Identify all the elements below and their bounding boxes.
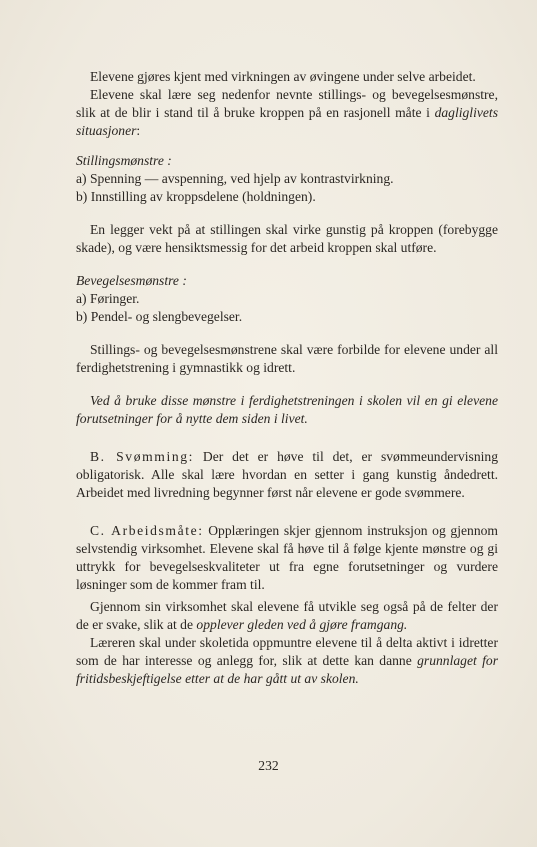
body-text (76, 68, 498, 688)
heading-bevegelsesmonstre: Bevegelsesmønstre : (76, 273, 187, 288)
paragraph-forbilde: Stillings- og bevegelsesmønstrene skal være forbilde for elevene under all ferdighetstrening i gymnastikk og idrett. (76, 342, 498, 375)
list-item-pendel: b) Pendel- og slengbevegelser. (76, 309, 243, 324)
emphasis-text: grunnlaget for fritidsbeskjeftigelse etter at de har gått ut av skolen. (76, 653, 498, 686)
section-b-svomming (76, 448, 498, 502)
emphasis-text: opplever gleden ved å gjøre framgang. (196, 617, 408, 632)
section-b-label: B. Svømming: (90, 449, 194, 464)
paragraph-virksomhet (76, 598, 498, 634)
emphasis-text: dagliglivets situasjoner (76, 105, 498, 138)
paragraph-movement-patterns (76, 86, 498, 140)
paragraph-text: Elevene skal lære seg nedenfor nevnte stillings- og bevegelsesmønstre, slik at de blir i stand til å bruke kroppen på en rasjonell måte i (76, 87, 498, 120)
paragraph-laereren (76, 634, 498, 688)
section-c-label: C. Arbeidsmåte: (90, 523, 204, 538)
paragraph-text: Læreren skal under skoletida oppmuntre elevene til å delta aktivt i idretter som de har interesse og anlegg for, slik at dette kan danne (76, 635, 498, 668)
paragraph-italic-statement: Ved å bruke disse mønstre i ferdighetstreningen i skolen vil en gi elevene forutsetninger for å nytte dem siden i livet. (76, 393, 498, 426)
section-c-text: Opplæringen skjer gjennom instruksjon og gjennom selvstendig virksomhet. Elevene skal få høve til å følge kjente mønstre og gi uttrykk for bevegelseskvaliteter ut fra egne forutsetninger og vurdere løsninger som de kommer fram til. (76, 523, 498, 592)
paragraph-stilling-emphasis: En legger vekt på at stillingen skal virke gunstig på kroppen (forebygge skade), og være hensiktsmessig for det arbeid kroppen skal utføre. (76, 222, 498, 255)
list-item-innstilling: b) Innstilling av kroppsdelene (holdningen). (76, 189, 316, 204)
heading-stillingsmonstre: Stillingsmønstre : (76, 153, 172, 168)
paragraph-intro: Elevene gjøres kjent med virkningen av øvingene under selve arbeidet. (90, 69, 476, 84)
paragraph-text: Gjennom sin virksomhet skal elevene få utvikle seg også på de felter der de er svake, slik at de (76, 599, 498, 632)
paragraph-text-end: : (136, 123, 141, 138)
page-number: 232 (258, 758, 279, 773)
list-item-foringer: a) Føringer. (76, 291, 140, 306)
section-c-arbeidsmate (76, 522, 498, 594)
section-b-text: Der det er høve til det, er svømmeundervisning obligatorisk. Alle skal lære hvordan en setter i gang kunstig åndedrett. Arbeidet med livredning begynner først når elevene er gode svømmere. (76, 449, 498, 500)
list-item-spenning: a) Spenning — avspenning, ved hjelp av kontrastvirkning. (76, 171, 394, 186)
